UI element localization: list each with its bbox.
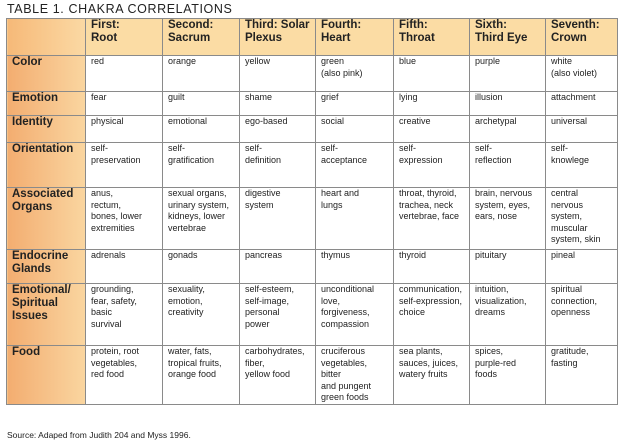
column-header: First: Root	[86, 19, 163, 56]
source-note: Source: Adaped from Judith 204 and Myss 1996.	[7, 430, 191, 440]
table-cell: self- definition	[240, 143, 316, 188]
table-cell: universal	[546, 116, 618, 143]
chakra-correlations-table	[6, 18, 618, 405]
row-header: Identity	[7, 116, 86, 143]
column-header: Fifth: Throat	[394, 19, 470, 56]
header-corner	[7, 19, 86, 56]
table-cell: carbohydrates, fiber, yellow food	[240, 346, 316, 405]
table-cell: grief	[316, 92, 394, 116]
column-header: Sixth: Third Eye	[470, 19, 546, 56]
table-cell: grounding, fear, safety, basic survival	[86, 284, 163, 346]
table-row	[7, 284, 618, 346]
table-body	[7, 56, 618, 405]
table-cell: thyroid	[394, 250, 470, 284]
table-cell: blue	[394, 56, 470, 92]
table-cell: unconditional love, forgiveness, compassion	[316, 284, 394, 346]
table-row	[7, 92, 618, 116]
table-cell: self-esteem, self-image, personal power	[240, 284, 316, 346]
row-header: Emotion	[7, 92, 86, 116]
table-cell: purple	[470, 56, 546, 92]
row-header: Associated Organs	[7, 188, 86, 250]
table-cell: spiritual connection, openness	[546, 284, 618, 346]
table-cell: gratitude, fasting	[546, 346, 618, 405]
column-header: Seventh: Crown	[546, 19, 618, 56]
table-cell: physical	[86, 116, 163, 143]
table-cell: pineal	[546, 250, 618, 284]
row-header: Endocrine Glands	[7, 250, 86, 284]
table-cell: archetypal	[470, 116, 546, 143]
table-cell: shame	[240, 92, 316, 116]
table-cell: gonads	[163, 250, 240, 284]
table-cell: social	[316, 116, 394, 143]
table-title: TABLE 1. CHAKRA CORRELATIONS	[7, 2, 233, 16]
column-header: Second: Sacrum	[163, 19, 240, 56]
table-cell: self- reflection	[470, 143, 546, 188]
table-cell: digestive system	[240, 188, 316, 250]
table-cell: throat, thyroid, trachea, neck vertebrae, face	[394, 188, 470, 250]
table-cell: creative	[394, 116, 470, 143]
column-header: Fourth: Heart	[316, 19, 394, 56]
column-header: Third: Solar Plexus	[240, 19, 316, 56]
table-row	[7, 116, 618, 143]
table-cell: pancreas	[240, 250, 316, 284]
table-cell: anus, rectum, bones, lower extremities	[86, 188, 163, 250]
table-cell: sexuality, emotion, creativity	[163, 284, 240, 346]
table-row	[7, 143, 618, 188]
table-cell: guilt	[163, 92, 240, 116]
row-header: Orientation	[7, 143, 86, 188]
table-cell: emotional	[163, 116, 240, 143]
table-cell: fear	[86, 92, 163, 116]
table-cell: orange	[163, 56, 240, 92]
table-cell: brain, nervous system, eyes, ears, nose	[470, 188, 546, 250]
table-cell: self- preservation	[86, 143, 163, 188]
table-cell: ego-based	[240, 116, 316, 143]
table-cell: thymus	[316, 250, 394, 284]
table-cell: heart and lungs	[316, 188, 394, 250]
table-row	[7, 250, 618, 284]
table-cell: yellow	[240, 56, 316, 92]
table-cell: self- knowlege	[546, 143, 618, 188]
table-cell: central nervous system, muscular system, skin	[546, 188, 618, 250]
table-cell: cruciferous vegetables, bitter and pungent green foods	[316, 346, 394, 405]
table-cell: self- acceptance	[316, 143, 394, 188]
table-cell: adrenals	[86, 250, 163, 284]
table-cell: red	[86, 56, 163, 92]
row-header: Emotional/ Spiritual Issues	[7, 284, 86, 346]
row-header: Color	[7, 56, 86, 92]
table-cell: intuition, visualization, dreams	[470, 284, 546, 346]
table-cell: self- gratification	[163, 143, 240, 188]
row-header: Food	[7, 346, 86, 405]
table-cell: protein, root vegetables, red food	[86, 346, 163, 405]
table-cell: green (also pink)	[316, 56, 394, 92]
table-cell: pituitary	[470, 250, 546, 284]
table-cell: communication, self-expression, choice	[394, 284, 470, 346]
header-row	[7, 19, 618, 56]
table-cell: sea plants, sauces, juices, watery fruits	[394, 346, 470, 405]
table-row	[7, 346, 618, 405]
table-cell: attachment	[546, 92, 618, 116]
table-cell: sexual organs, urinary system, kidneys, lower vertebrae	[163, 188, 240, 250]
table-cell: illusion	[470, 92, 546, 116]
table-cell: self- expression	[394, 143, 470, 188]
table-row	[7, 56, 618, 92]
table-cell: white (also violet)	[546, 56, 618, 92]
table-cell: spices, purple-red foods	[470, 346, 546, 405]
table-row	[7, 188, 618, 250]
table-cell: lying	[394, 92, 470, 116]
table-cell: water, fats, tropical fruits, orange food	[163, 346, 240, 405]
